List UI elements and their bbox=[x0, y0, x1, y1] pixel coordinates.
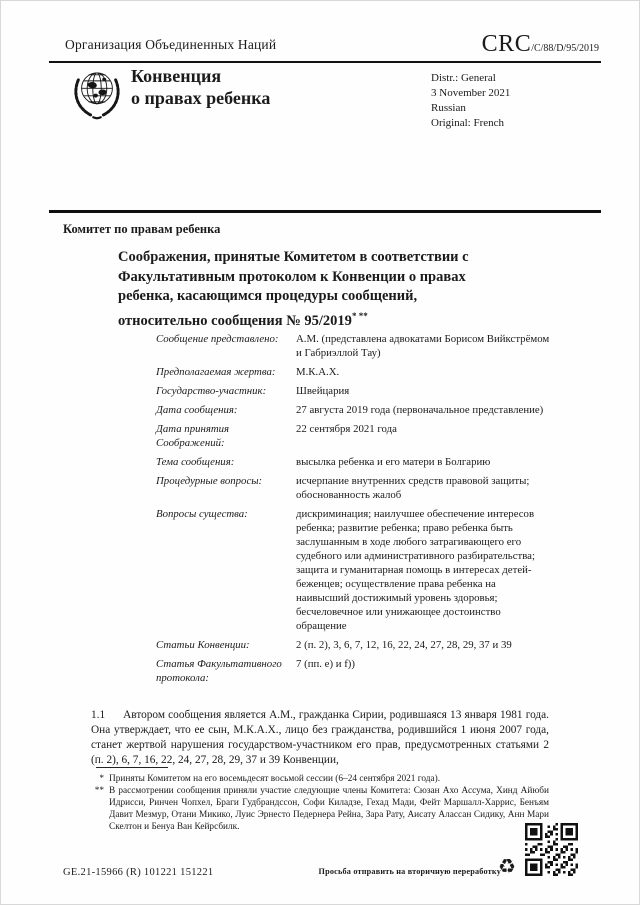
field-value: Швейцария bbox=[296, 385, 350, 397]
committee-name: Комитет по правам ребенка bbox=[63, 222, 221, 236]
treaty-title-line1: Конвенция bbox=[131, 66, 222, 86]
field-date-of-communication bbox=[156, 403, 550, 417]
treaty-title bbox=[131, 65, 270, 109]
field-state-party bbox=[156, 384, 550, 398]
recycle-note: Просьба отправить на вторичную переработку bbox=[318, 867, 501, 876]
field-value: дискриминация; наилучшее обеспечение интересов ребенка; развитие ребенка; право ребенка быть заслушанным в ходе любого затрагивающего его судебного или административного разбирательства; защита и гуманитарная помощь в интересах детей-беженцев; осуществление права ребенка на наивысший достижимый уровень здоровья; бесчеловечное или унижающее достоинство обращение bbox=[296, 508, 535, 632]
footnote-2 bbox=[83, 785, 549, 833]
field-label: Предполагаемая жертва: bbox=[156, 366, 276, 378]
distribution-block bbox=[431, 71, 510, 131]
field-alleged-victim bbox=[156, 365, 550, 379]
field-label: Статьи Конвенции: bbox=[156, 639, 250, 651]
field-submitted-by bbox=[156, 332, 550, 360]
field-protocol-article bbox=[156, 657, 550, 685]
qr-code bbox=[525, 823, 578, 876]
footnote-text: Приняты Комитетом на его восемьдесят восьмой сессии (6–24 сентября 2021 года). bbox=[109, 774, 441, 784]
document-symbol bbox=[482, 31, 599, 58]
document-title-text: Соображения, принятые Комитетом в соответствии с Факультативным протоколом к Конвенции о правах ребенка, касающимся процедуры сообщений, относительно сообщения № 95/2019 bbox=[118, 249, 469, 329]
field-label: Государство-участник: bbox=[156, 385, 267, 397]
field-label: Дата сообщения: bbox=[156, 404, 238, 416]
field-value: исчерпание внутренних средств правовой защиты; обоснованность жалоб bbox=[296, 475, 530, 501]
paragraph-number: 1.1 bbox=[91, 709, 106, 721]
footnote-marker: ** bbox=[94, 786, 104, 796]
field-procedural-issues bbox=[156, 474, 550, 502]
un-emblem-icon bbox=[69, 65, 125, 123]
field-label: Процедурные вопросы: bbox=[156, 475, 263, 487]
un-org-name: Организация Объединенных Наций bbox=[65, 37, 277, 52]
field-date-of-views bbox=[156, 422, 550, 450]
field-value: 27 августа 2019 года (первоначальное представление) bbox=[296, 404, 544, 416]
ge-number: GE.21-15966 (R) 101221 151221 bbox=[63, 867, 214, 878]
footnotes bbox=[83, 773, 549, 833]
paragraph-text: Автором сообщения является А.М., гражданка Сирии, родившаяся 13 января 1981 года. Она утверждает, что ее сын, М.К.А.Х., лицо без гражданства, родившийся 1 июня 2007 года, станет жертвой нарушения государством-участником его прав, предусмотренных статьями 2 (п. 2), 6, 7, 16, 22, 24, 27, 28, 29, 37 и 39 Конвенции, bbox=[91, 709, 549, 766]
document-symbol-main: CRC bbox=[481, 31, 532, 57]
field-value: А.М. (представлена адвокатами Борисом Вийкстрёмом и Габриэллой Тау) bbox=[296, 333, 550, 359]
section-rule bbox=[49, 210, 601, 213]
field-value: М.К.А.Х. bbox=[296, 366, 340, 378]
title-footnote-markers: * ** bbox=[351, 310, 368, 321]
field-label: Статья Факультативного протокола: bbox=[156, 658, 282, 684]
field-convention-articles bbox=[156, 638, 550, 652]
case-summary-fields bbox=[156, 332, 550, 690]
footnote-text: В рассмотрении сообщения приняли участие следующие члены Комитета: Сюзан Ахо Ассума, Хинд Айюби Идрисси, Ринчен Чопхел, Браги Гудбрандссон, Софи Киладзе, Гехад Мади, Фейт Маршалл-Харрис, Бенъям Давит Мезмур, Отани Микико, Луис Эрнесто Педернера Рейна, Зара Рату, Аисату Алассан Сидику, Анн Мари Скелтон и Бенуа Ван Кейрсбилк. bbox=[109, 786, 549, 832]
paragraph-1-1 bbox=[91, 708, 549, 768]
field-label: Тема сообщения: bbox=[156, 456, 235, 468]
language-line: Russian bbox=[431, 102, 466, 114]
footnote-1 bbox=[83, 773, 549, 785]
field-value: 2 (п. 2), 3, 6, 7, 12, 16, 22, 24, 27, 28, 29, 37 и 39 bbox=[296, 639, 512, 651]
field-subject bbox=[156, 455, 550, 469]
field-label: Сообщение представлено: bbox=[156, 333, 279, 345]
original-language-line: Original: French bbox=[431, 117, 505, 129]
field-substantive-issues bbox=[156, 507, 550, 633]
document-symbol-sub: /C/88/D/95/2019 bbox=[531, 43, 599, 54]
field-label: Вопросы существа: bbox=[156, 508, 248, 520]
field-value: 7 (пп. e) и f)) bbox=[296, 658, 355, 670]
date-line: 3 November 2021 bbox=[431, 87, 511, 99]
field-value: 22 сентября 2021 года bbox=[296, 423, 397, 435]
treaty-title-line2: о правах ребенка bbox=[131, 88, 271, 108]
distr-line: Distr.: General bbox=[431, 72, 496, 84]
footnote-marker: * bbox=[99, 774, 104, 784]
footnote-separator bbox=[96, 767, 168, 768]
field-label: Дата принятия Соображений: bbox=[156, 423, 230, 449]
document-title bbox=[118, 248, 510, 331]
header-rule bbox=[49, 61, 601, 63]
field-value: высылка ребенка и его матери в Болгарию bbox=[296, 456, 491, 468]
recycle-symbol-icon: ♻ bbox=[498, 854, 516, 878]
